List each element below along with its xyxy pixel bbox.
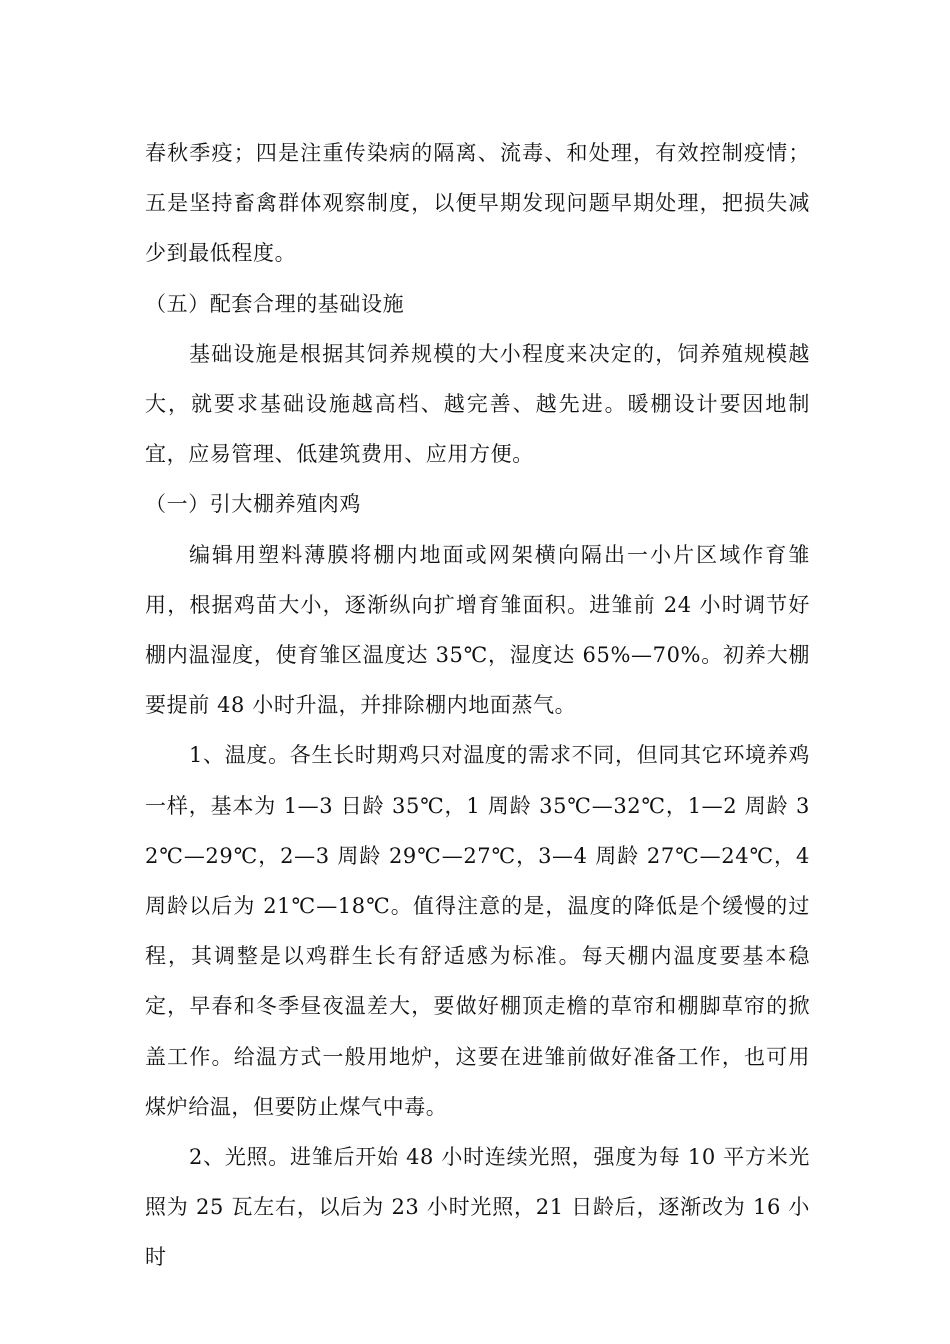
paragraph-disease-prevention-continued: 春秋季疫；四是注重传染病的隔离、流毒、和处理，有效控制疫情；五是坚持畜禽群体观察制度，以便早期发现问题早期处理，把损失减少到最低程度。 [145, 141, 810, 266]
document-body [145, 128, 810, 1283]
section-heading-infrastructure: （五）配套合理的基础设施 [145, 291, 405, 316]
paragraph-temperature: 1、温度。各生长时期鸡只对温度的需求不同，但同其它环境养鸡一样，基本为 1—3 日龄 35℃，1 周龄 35℃—32℃，1—2 周龄 32℃—29℃，2—3 周龄 29℃—27℃，3—4 周龄 27℃—24℃，4 周龄以后为 21℃—18℃。值得注意的是，温度的降低是个缓慢的过程，其调整是以鸡群生长有舒适感为标准。每天棚内温度要基本稳定，早春和冬季昼夜温差大，要做好棚顶走檐的草帘和棚脚草帘的掀盖工作。给温方式一般用地炉，这要在进雏前做好准备工作，也可用煤炉给温，但要防止煤气中毒。 [145, 743, 810, 1119]
paragraph-lighting: 2、光照。进雏后开始 48 小时连续光照，强度为每 10 平方米光照为 25 瓦左右，以后为 23 小时光照，21 日龄后，逐渐改为 16 小时 [145, 1145, 810, 1270]
paragraph-brooding-area: 编辑用塑料薄膜将棚内地面或网架横向隔出一小片区域作育雏用，根据鸡苗大小，逐渐纵向扩增育雏面积。进雏前 24 小时调节好棚内温湿度，使育雏区温度达 35℃，湿度达 65%—70%。初养大棚要提前 48 小时升温，并排除棚内地面蒸气。 [145, 542, 810, 718]
paragraph-infrastructure: 基础设施是根据其饲养规模的大小程度来决定的，饲养殖规模越大，就要求基础设施越高档、越完善、越先进。暖棚设计要因地制宜，应易管理、低建筑费用、应用方便。 [145, 341, 810, 467]
section-heading-greenhouse-broilers: （一）引大棚养殖肉鸡 [145, 492, 361, 517]
